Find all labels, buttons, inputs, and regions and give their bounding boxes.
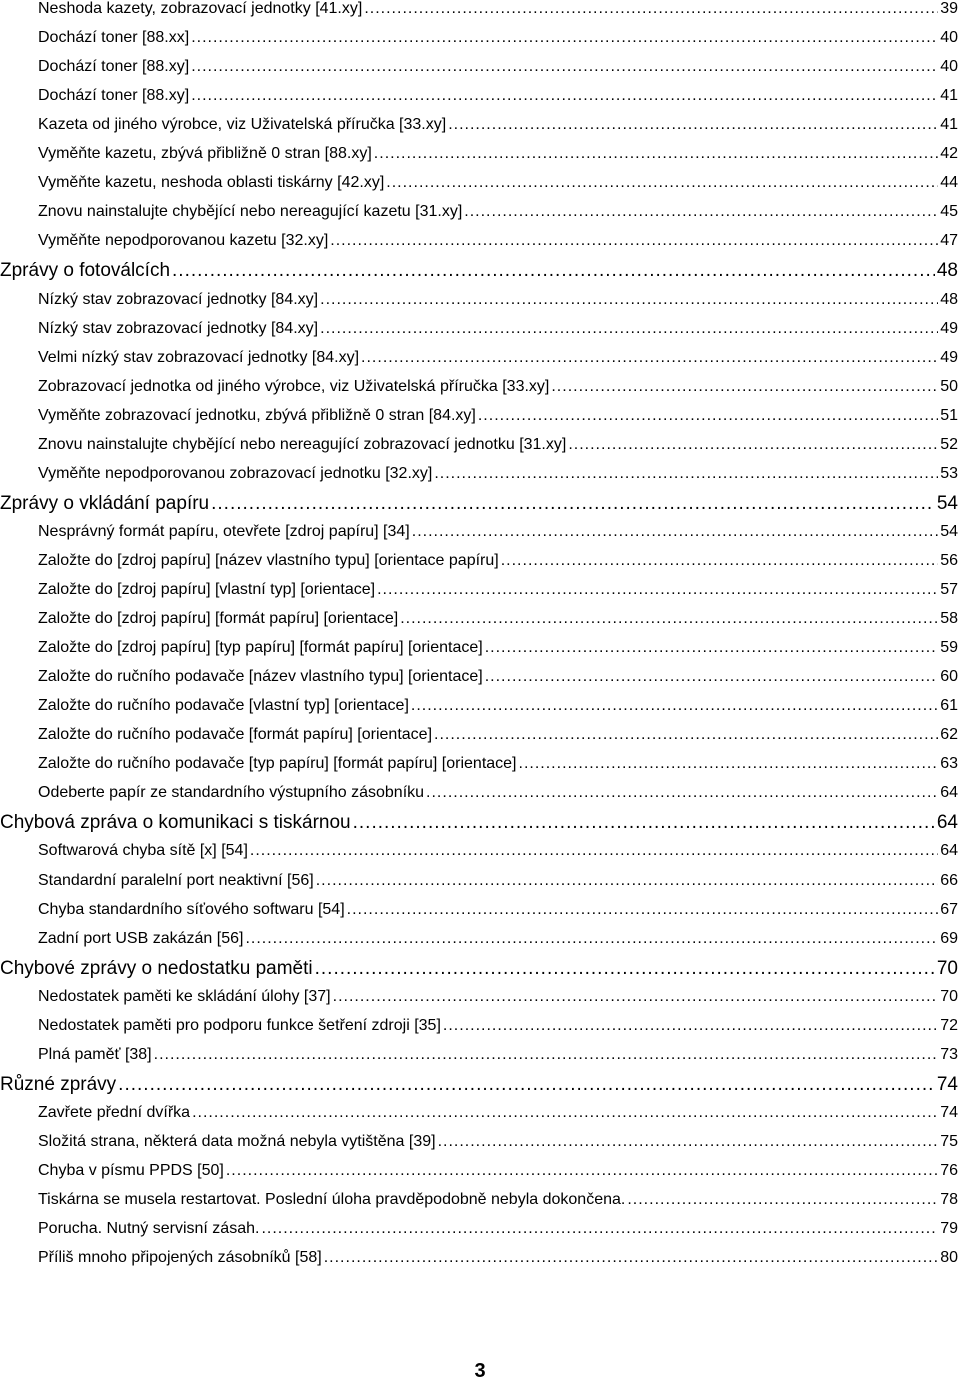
toc-entry-title: Kazeta od jiného výrobce, viz Uživatelská příručka [33.xy] bbox=[38, 116, 447, 134]
toc-entry-title: Zavřete přední dvířka bbox=[38, 1103, 191, 1121]
toc-section-entry[interactable] bbox=[0, 493, 958, 515]
toc-entry-title: Odeberte papír ze standardního výstupního zásobníku bbox=[38, 784, 425, 802]
toc-entry-title: Založte do ručního podavače [název vlastního typu] [orientace] bbox=[38, 668, 483, 686]
toc-entry-title: Založte do ručního podavače [formát papíru] [orientace] bbox=[38, 726, 433, 744]
toc-entry[interactable] bbox=[38, 581, 958, 599]
toc-entry-title: Příliš mnoho připojených zásobníků [58] bbox=[38, 1249, 322, 1267]
toc-entry-title: Vyměňte kazetu, zbývá přibližně 0 stran [88.xy] bbox=[38, 145, 372, 163]
toc-dot-leader bbox=[250, 842, 938, 860]
toc-entry[interactable] bbox=[38, 988, 958, 1006]
toc-entry[interactable] bbox=[38, 465, 958, 483]
toc-entry-page: 57 bbox=[940, 581, 958, 598]
toc-entry-page: 80 bbox=[940, 1249, 958, 1267]
toc-entry-title: Založte do ručního podavače [typ papíru] [formát papíru] [orientace] bbox=[38, 755, 517, 773]
toc-dot-leader bbox=[333, 988, 939, 1006]
toc-entry-title: Nedostatek paměti ke skládání úlohy [37] bbox=[38, 987, 331, 1005]
toc-entry-title: Chybová zpráva o komunikaci s tiskárnou bbox=[0, 812, 351, 834]
toc-entry-page: 62 bbox=[940, 726, 958, 744]
toc-entry[interactable] bbox=[38, 1220, 958, 1238]
toc-entry-page: 48 bbox=[936, 260, 958, 282]
toc-entry[interactable] bbox=[38, 872, 958, 890]
toc-entry-title: Založte do ručního podavače [vlastní typ] [orientace] bbox=[38, 697, 409, 715]
toc-entry-title: Dochází toner [88.xx] bbox=[38, 29, 190, 47]
toc-dot-leader bbox=[353, 812, 935, 834]
toc-entry-title: Založte do [zdroj papíru] [typ papíru] [formát papíru] [orientace] bbox=[38, 639, 483, 657]
toc-dot-leader bbox=[172, 260, 935, 282]
toc-dot-leader bbox=[448, 116, 938, 134]
toc-entry-page: 58 bbox=[940, 610, 958, 628]
toc-dot-leader bbox=[320, 320, 938, 338]
toc-dot-leader bbox=[316, 872, 938, 890]
page-number: 3 bbox=[474, 1360, 486, 1382]
toc-entry-page: 60 bbox=[940, 668, 958, 686]
toc-dot-leader bbox=[426, 784, 938, 802]
toc-entry-page: 41 bbox=[940, 116, 958, 134]
toc-entry[interactable] bbox=[38, 291, 958, 309]
toc-entry-title: Nízký stav zobrazovací jednotky [84.xy] bbox=[38, 290, 319, 308]
toc-entry-title: Dochází toner [88.xy] bbox=[38, 58, 190, 76]
toc-entry-title: Vyměňte nepodporovanou zobrazovací jednotku [32.xy] bbox=[38, 464, 433, 482]
toc-entry[interactable] bbox=[38, 1162, 958, 1180]
toc-entry-page: 42 bbox=[940, 145, 958, 163]
toc-entry[interactable] bbox=[38, 1191, 958, 1209]
toc-dot-leader bbox=[485, 639, 939, 657]
toc-dot-leader bbox=[434, 726, 938, 744]
toc-dot-leader bbox=[191, 29, 938, 47]
toc-entry-page: 49 bbox=[940, 319, 958, 337]
toc-entry[interactable] bbox=[38, 232, 958, 250]
toc-dot-leader bbox=[411, 697, 938, 715]
toc-entry-title: Vyměňte zobrazovací jednotku, zbývá přibližně 0 stran [84.xy] bbox=[38, 406, 476, 424]
toc-entry-title: Softwarová chyba sítě [x] [54] bbox=[38, 842, 248, 860]
toc-entry-page: 67 bbox=[940, 900, 958, 918]
toc-entry[interactable] bbox=[38, 901, 958, 919]
toc-section-entry[interactable] bbox=[0, 812, 958, 834]
toc-dot-leader bbox=[434, 465, 938, 483]
toc-entry-title: Porucha. Nutný servisní zásah. bbox=[38, 1220, 260, 1238]
toc-dot-leader bbox=[364, 0, 938, 18]
toc-entry-page: 54 bbox=[940, 522, 958, 540]
toc-entry-page: 51 bbox=[940, 406, 958, 424]
toc-entry-page: 61 bbox=[940, 697, 958, 715]
toc-entry[interactable] bbox=[38, 697, 958, 715]
toc-entry[interactable] bbox=[38, 378, 958, 396]
toc-entry-title: Nízký stav zobrazovací jednotky [84.xy] bbox=[38, 319, 319, 337]
toc-entry-page: 79 bbox=[940, 1220, 958, 1238]
toc-entry[interactable] bbox=[38, 58, 958, 76]
toc-entry-page: 74 bbox=[940, 1103, 958, 1121]
toc-entry[interactable] bbox=[38, 1046, 958, 1064]
toc-dot-leader bbox=[211, 493, 935, 515]
toc-entry-page: 54 bbox=[936, 492, 958, 514]
toc-dot-leader bbox=[154, 1046, 939, 1064]
toc-entry-title: Chybové zprávy o nedostatku paměti bbox=[0, 957, 313, 979]
toc-entry-title: Zprávy o fotoválcích bbox=[0, 260, 171, 282]
toc-dot-leader bbox=[412, 523, 938, 541]
toc-entry-page: 53 bbox=[940, 464, 958, 482]
toc-entry-page: 49 bbox=[940, 348, 958, 366]
toc-entry[interactable] bbox=[38, 610, 958, 628]
toc-dot-leader bbox=[226, 1162, 938, 1180]
toc-dot-leader bbox=[501, 552, 938, 570]
toc-dot-leader bbox=[464, 203, 938, 221]
toc-dot-leader bbox=[478, 407, 938, 425]
toc-entry-title: Založte do [zdroj papíru] [název vlastního typu] [orientace papíru] bbox=[38, 551, 499, 569]
toc-entry[interactable] bbox=[38, 726, 958, 744]
toc-entry-page: 70 bbox=[940, 987, 958, 1005]
toc-entry-title: Chyba standardního síťového softwaru [54] bbox=[38, 900, 345, 918]
toc-entry[interactable] bbox=[38, 523, 958, 541]
toc-dot-leader bbox=[191, 58, 938, 76]
toc-entry-page: 64 bbox=[936, 812, 958, 834]
toc-entry-page: 74 bbox=[936, 1073, 958, 1095]
toc-dot-leader bbox=[191, 87, 938, 105]
toc-entry-title: Velmi nízký stav zobrazovací jednotky [84.xy] bbox=[38, 348, 360, 366]
toc-entry-page: 52 bbox=[940, 435, 958, 453]
toc-section-entry[interactable] bbox=[0, 260, 958, 282]
toc-entry[interactable] bbox=[38, 755, 958, 773]
toc-entry-page: 70 bbox=[936, 957, 958, 979]
toc-dot-leader bbox=[118, 1074, 935, 1096]
toc-entry-page: 40 bbox=[940, 29, 958, 47]
toc-entry[interactable] bbox=[38, 320, 958, 338]
toc-dot-leader bbox=[330, 232, 938, 250]
toc-entry-title: Složitá strana, některá data možná nebyla vytištěna [39] bbox=[38, 1132, 436, 1150]
toc-entry-page: 69 bbox=[940, 929, 958, 947]
toc-entry[interactable] bbox=[38, 349, 958, 367]
toc-entry-page: 64 bbox=[940, 842, 958, 860]
toc-entry-page: 72 bbox=[940, 1016, 958, 1034]
toc-entry[interactable] bbox=[38, 116, 958, 134]
toc-entry-page: 56 bbox=[940, 551, 958, 569]
toc-dot-leader bbox=[551, 378, 938, 396]
toc-entry-title: Znovu nainstalujte chybějící nebo nereagující kazetu [31.xy] bbox=[38, 203, 463, 221]
toc-entry-page: 40 bbox=[940, 58, 958, 76]
toc-entry-page: 73 bbox=[940, 1045, 958, 1063]
toc-dot-leader bbox=[261, 1220, 938, 1238]
toc-entry[interactable] bbox=[38, 29, 958, 47]
toc-entry-page: 59 bbox=[940, 639, 958, 657]
toc-entry[interactable] bbox=[38, 784, 958, 802]
toc-entry-title: Standardní paralelní port neaktivní [56] bbox=[38, 871, 314, 889]
toc-entry-title: Zprávy o vkládání papíru bbox=[0, 492, 210, 514]
toc-dot-leader bbox=[361, 349, 938, 367]
toc-entry-page: 48 bbox=[940, 290, 958, 308]
toc-entry[interactable] bbox=[38, 842, 958, 860]
toc-dot-leader bbox=[324, 1249, 938, 1267]
toc-entry-page: 63 bbox=[940, 755, 958, 773]
toc-dot-leader bbox=[347, 901, 939, 919]
toc-entry[interactable] bbox=[38, 407, 958, 425]
toc-entry-page: 78 bbox=[940, 1191, 958, 1209]
toc-entry-title: Založte do [zdroj papíru] [vlastní typ] [orientace] bbox=[38, 581, 376, 598]
toc-entry-title: Zadní port USB zakázán [56] bbox=[38, 929, 244, 947]
toc-entry-page: 66 bbox=[940, 871, 958, 889]
toc-entry-title: Vyměňte nepodporovanou kazetu [32.xy] bbox=[38, 232, 329, 250]
toc-dot-leader bbox=[386, 174, 938, 192]
toc-entry-title: Znovu nainstalujte chybějící nebo nereagující zobrazovací jednotku [31.xy] bbox=[38, 435, 567, 453]
toc-section-entry[interactable] bbox=[0, 1074, 958, 1096]
toc-entry[interactable] bbox=[38, 0, 958, 18]
toc-entry-title: Neshoda kazety, zobrazovací jednotky [41.xy] bbox=[38, 0, 363, 17]
toc-entry[interactable] bbox=[38, 174, 958, 192]
toc-entry-page: 44 bbox=[940, 174, 958, 192]
toc-dot-leader bbox=[627, 1191, 938, 1209]
toc-entry[interactable] bbox=[38, 930, 958, 948]
toc-entry-page: 45 bbox=[940, 203, 958, 221]
toc-entry-title: Tiskárna se musela restartovat. Poslední úloha pravděpodobně nebyla dokončena. bbox=[38, 1191, 626, 1209]
toc-entry[interactable] bbox=[38, 668, 958, 686]
toc-dot-leader bbox=[315, 958, 935, 980]
toc-dot-leader bbox=[320, 291, 938, 309]
toc-entry[interactable] bbox=[38, 203, 958, 221]
toc-entry[interactable] bbox=[38, 145, 958, 163]
toc-dot-leader bbox=[443, 1017, 938, 1035]
toc-entry-title: Nedostatek paměti pro podporu funkce šetření zdroji [35] bbox=[38, 1016, 441, 1034]
toc-dot-leader bbox=[374, 145, 938, 163]
toc-entry[interactable] bbox=[38, 1017, 958, 1035]
toc-entry-page: 50 bbox=[940, 377, 958, 395]
toc-dot-leader bbox=[568, 436, 938, 454]
toc-entry-title: Zobrazovací jednotka od jiného výrobce, viz Uživatelská příručka [33.xy] bbox=[38, 377, 550, 395]
toc-entry-title: Různé zprávy bbox=[0, 1073, 117, 1095]
toc-entry-title: Plná paměť [38] bbox=[38, 1045, 152, 1063]
toc-entry[interactable] bbox=[38, 1133, 958, 1151]
toc-entry-title: Dochází toner [88.xy] bbox=[38, 87, 190, 105]
toc-entry-page: 76 bbox=[940, 1162, 958, 1179]
toc-section-entry[interactable] bbox=[0, 958, 958, 980]
toc-entry-title: Chyba v písmu PPDS [50] bbox=[38, 1162, 224, 1179]
toc-entry-page: 75 bbox=[940, 1132, 958, 1150]
toc-entry-page: 64 bbox=[940, 784, 958, 802]
toc-dot-leader bbox=[377, 581, 938, 599]
toc-entry[interactable] bbox=[38, 1104, 958, 1122]
toc-entry-page: 39 bbox=[940, 0, 958, 17]
toc-dot-leader bbox=[192, 1104, 938, 1122]
toc-dot-leader bbox=[519, 755, 939, 773]
toc-entry[interactable] bbox=[38, 87, 958, 105]
toc-dot-leader bbox=[245, 930, 938, 948]
toc-entry-page: 41 bbox=[940, 87, 958, 105]
toc-entry[interactable] bbox=[38, 552, 958, 570]
toc-entry-title: Nesprávný formát papíru, otevřete [zdroj papíru] [34] bbox=[38, 522, 410, 540]
toc-dot-leader bbox=[400, 610, 938, 628]
toc-entry-title: Vyměňte kazetu, neshoda oblasti tiskárny [42.xy] bbox=[38, 174, 385, 192]
toc-entry-title: Založte do [zdroj papíru] [formát papíru] [orientace] bbox=[38, 610, 399, 628]
toc-dot-leader bbox=[485, 668, 938, 686]
toc-entry[interactable] bbox=[38, 1249, 958, 1267]
toc-entry-page: 47 bbox=[940, 232, 958, 250]
toc-dot-leader bbox=[438, 1133, 939, 1151]
toc-entry[interactable] bbox=[38, 436, 958, 454]
toc-entry[interactable] bbox=[38, 639, 958, 657]
